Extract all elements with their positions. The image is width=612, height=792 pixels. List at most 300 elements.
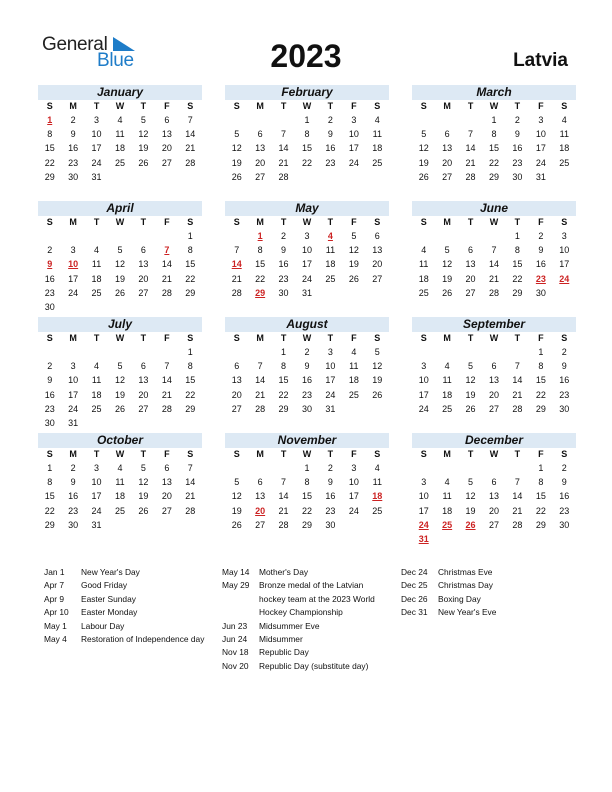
day: 5 [444, 245, 450, 256]
calendar-grid [38, 85, 576, 549]
day: 12 [138, 477, 149, 488]
day-grid [38, 345, 202, 430]
empty-cell [38, 345, 61, 359]
day: 27 [465, 287, 476, 298]
month-title: January [38, 85, 202, 100]
day: 9 [304, 361, 310, 372]
empty-cell [108, 345, 131, 359]
holiday-name: Midsummer Eve [259, 620, 320, 631]
day: 28 [231, 287, 242, 298]
weekday-label: S [46, 217, 53, 227]
day: 18 [442, 505, 453, 516]
empty-cell [85, 229, 108, 243]
day: 22 [278, 389, 289, 400]
day: 2 [538, 231, 544, 241]
holiday-name: Easter Monday [81, 607, 138, 618]
day: 26 [442, 287, 453, 298]
year-title: 2023 [270, 38, 342, 74]
empty-cell [482, 461, 505, 475]
month-september [412, 317, 576, 433]
holiday-date: Dec 31 [401, 607, 428, 618]
empty-cell [412, 113, 435, 127]
weekday-label: T [467, 101, 474, 111]
weekday-label: S [374, 449, 381, 459]
holiday-day: 26 [465, 519, 476, 530]
day: 31 [91, 519, 102, 530]
day: 3 [70, 361, 76, 372]
day: 28 [161, 287, 172, 298]
weekday-label: T [140, 101, 147, 111]
day-grid [225, 229, 389, 300]
day: 24 [301, 273, 312, 284]
day: 16 [559, 375, 570, 386]
day: 28 [488, 287, 499, 298]
day: 24 [68, 403, 79, 414]
day: 20 [255, 157, 266, 168]
day: 14 [161, 375, 172, 386]
month-january [38, 85, 202, 201]
holiday-date: Dec 25 [401, 580, 428, 591]
weekday-label: T [93, 101, 100, 111]
weekday-header [225, 100, 389, 113]
weekday-label: W [302, 333, 312, 343]
day: 27 [488, 403, 499, 414]
day: 24 [348, 157, 359, 168]
weekday-label: T [514, 333, 521, 343]
weekday-label: S [187, 217, 194, 227]
holiday-entry [222, 579, 392, 619]
weekday-label: F [538, 101, 544, 111]
day-grid [412, 113, 576, 184]
month-december [412, 433, 576, 549]
weekday-label: M [256, 333, 264, 343]
day: 24 [91, 157, 102, 168]
day: 15 [278, 375, 289, 386]
day: 6 [468, 245, 474, 256]
holiday-entry [222, 566, 392, 579]
day: 28 [161, 403, 172, 414]
day: 2 [70, 115, 76, 125]
day: 19 [231, 157, 242, 168]
day: 31 [325, 403, 336, 414]
day: 10 [418, 375, 429, 386]
day: 19 [114, 273, 125, 284]
weekday-label: F [164, 101, 170, 111]
empty-cell [108, 229, 131, 243]
day: 19 [418, 157, 429, 168]
day: 22 [185, 273, 196, 284]
holiday-entry [44, 606, 214, 619]
weekday-label: W [302, 449, 312, 459]
day: 4 [444, 361, 450, 372]
day: 25 [114, 157, 125, 168]
holiday-name: Easter Sunday [81, 593, 136, 604]
day: 30 [325, 519, 336, 530]
day: 26 [231, 171, 242, 182]
empty-cell [459, 229, 482, 243]
day: 15 [488, 143, 499, 154]
holiday-date: May 4 [44, 634, 67, 645]
holiday-date: May 1 [44, 620, 67, 631]
day: 1 [538, 347, 544, 357]
weekday-label: T [327, 101, 334, 111]
day: 29 [44, 519, 55, 530]
day: 30 [559, 519, 570, 530]
day: 9 [281, 245, 287, 256]
day: 22 [185, 389, 196, 400]
day: 25 [559, 157, 570, 168]
day: 12 [372, 361, 383, 372]
day: 29 [185, 403, 196, 414]
day: 3 [561, 231, 567, 241]
weekday-label: T [93, 333, 100, 343]
day: 17 [348, 491, 359, 502]
empty-cell [38, 229, 61, 243]
day: 31 [301, 287, 312, 298]
day-grid [225, 113, 389, 184]
day: 12 [348, 245, 359, 256]
holiday-name: Boxing Day [438, 593, 481, 604]
day: 21 [512, 389, 523, 400]
holiday-name: Bronze medal of the Latvian hockey team at the 2023 World Hockey Championship [259, 580, 375, 618]
empty-cell [482, 229, 505, 243]
day: 3 [70, 245, 76, 256]
day: 30 [535, 287, 546, 298]
day: 3 [421, 361, 427, 372]
weekday-label: T [280, 449, 287, 459]
weekday-label: T [93, 449, 100, 459]
day: 3 [351, 115, 357, 125]
day: 25 [418, 287, 429, 298]
logo-blue: Blue [97, 50, 134, 71]
day: 6 [164, 115, 170, 125]
holiday-name: Mother's Day [259, 567, 309, 577]
weekday-label: M [443, 217, 451, 227]
day: 8 [257, 245, 263, 256]
day: 30 [68, 519, 79, 530]
holiday-day: 7 [164, 245, 170, 256]
weekday-label: M [256, 217, 264, 227]
day: 28 [185, 157, 196, 168]
day: 14 [185, 477, 196, 488]
weekday-header [38, 332, 202, 345]
day: 17 [68, 389, 79, 400]
month-november [225, 433, 389, 549]
day: 13 [442, 143, 453, 154]
day: 1 [491, 115, 497, 125]
day: 10 [559, 245, 570, 256]
empty-cell [435, 113, 458, 127]
day: 23 [68, 505, 79, 516]
day-grid [38, 461, 202, 532]
weekday-label: S [374, 333, 381, 343]
weekday-label: W [489, 101, 499, 111]
day: 17 [68, 273, 79, 284]
month-may [225, 201, 389, 317]
month-title: October [38, 433, 202, 448]
day: 13 [161, 129, 172, 140]
holiday-entry [222, 660, 392, 673]
empty-cell [506, 345, 529, 359]
weekday-label: W [115, 449, 125, 459]
day: 11 [419, 259, 429, 270]
weekday-label: T [280, 217, 287, 227]
day: 31 [535, 171, 546, 182]
holiday-name: Christmas Eve [438, 567, 493, 577]
day: 8 [187, 361, 193, 372]
weekday-label: S [233, 101, 240, 111]
weekday-header [38, 100, 202, 113]
weekday-header [225, 216, 389, 229]
weekday-label: M [69, 333, 77, 343]
holiday-name: Republic Day [259, 647, 309, 658]
day: 28 [278, 519, 289, 530]
day: 1 [304, 115, 310, 125]
weekday-label: S [187, 333, 194, 343]
day: 12 [418, 143, 429, 154]
day: 20 [138, 273, 149, 284]
day: 22 [44, 505, 55, 516]
weekday-label: W [302, 217, 312, 227]
empty-cell [506, 461, 529, 475]
weekday-label: T [93, 217, 100, 227]
empty-cell [459, 113, 482, 127]
month-title: September [412, 317, 576, 332]
day: 14 [512, 491, 523, 502]
day: 7 [468, 129, 474, 140]
day: 17 [418, 505, 429, 516]
weekday-label: T [327, 333, 334, 343]
day: 21 [255, 389, 266, 400]
day: 2 [70, 463, 76, 473]
month-title: February [225, 85, 389, 100]
weekday-label: M [69, 101, 77, 111]
holiday-day: 9 [47, 259, 53, 270]
weekday-label: S [561, 217, 568, 227]
empty-cell [225, 229, 248, 243]
holiday-entry [44, 620, 214, 633]
weekday-label: S [46, 449, 53, 459]
day: 19 [231, 505, 242, 516]
holiday-date: Dec 24 [401, 567, 428, 577]
day: 22 [512, 273, 523, 284]
weekday-label: F [538, 217, 544, 227]
month-title: June [412, 201, 576, 216]
day: 19 [465, 505, 476, 516]
holiday-day: 29 [255, 287, 266, 298]
empty-cell [85, 345, 108, 359]
day: 4 [351, 347, 357, 357]
day: 7 [514, 361, 520, 372]
holiday-day: 23 [535, 273, 546, 284]
day: 22 [535, 505, 546, 516]
day: 16 [68, 491, 79, 502]
weekday-label: S [187, 101, 194, 111]
day: 14 [512, 375, 523, 386]
day: 1 [538, 463, 544, 473]
day: 2 [304, 347, 310, 357]
day: 6 [444, 129, 450, 140]
day: 1 [304, 463, 310, 473]
day: 31 [91, 171, 102, 182]
holiday-entry [44, 579, 214, 592]
month-title: March [412, 85, 576, 100]
day: 7 [187, 115, 193, 125]
day: 23 [325, 157, 336, 168]
month-title: May [225, 201, 389, 216]
empty-cell [61, 229, 84, 243]
day: 7 [187, 463, 193, 473]
day: 20 [442, 157, 453, 168]
day: 15 [255, 259, 266, 270]
day: 10 [68, 375, 79, 386]
day: 2 [327, 463, 333, 473]
empty-cell [272, 461, 295, 475]
day: 5 [234, 129, 240, 140]
day: 18 [372, 143, 383, 154]
day: 6 [140, 245, 146, 256]
day: 11 [115, 477, 125, 488]
day: 16 [325, 491, 336, 502]
weekday-header [38, 216, 202, 229]
day: 13 [138, 259, 149, 270]
day: 15 [301, 491, 312, 502]
day: 23 [301, 389, 312, 400]
day: 26 [418, 171, 429, 182]
holiday-name: New Year's Eve [438, 607, 497, 618]
day-grid [38, 229, 202, 314]
day: 13 [255, 143, 266, 154]
day: 5 [421, 129, 427, 140]
day: 9 [70, 477, 76, 488]
day: 3 [94, 463, 100, 473]
day: 10 [91, 477, 102, 488]
holiday-day: 14 [231, 259, 242, 270]
day: 13 [161, 477, 172, 488]
day: 11 [349, 361, 359, 372]
day: 5 [117, 245, 123, 256]
day: 26 [372, 389, 383, 400]
day: 13 [488, 491, 499, 502]
day: 28 [512, 403, 523, 414]
day: 2 [561, 463, 567, 473]
weekday-header [412, 332, 576, 345]
day: 13 [231, 375, 242, 386]
weekday-label: W [115, 101, 125, 111]
day: 8 [47, 129, 53, 140]
day: 10 [91, 129, 102, 140]
weekday-header [38, 448, 202, 461]
day: 11 [115, 129, 125, 140]
day: 23 [559, 389, 570, 400]
day: 22 [255, 273, 266, 284]
day: 8 [491, 129, 497, 140]
day: 15 [301, 143, 312, 154]
holiday-name: Christmas Day [438, 580, 493, 591]
day: 9 [538, 245, 544, 256]
day: 19 [442, 273, 453, 284]
day: 11 [91, 375, 102, 386]
day: 1 [514, 231, 520, 241]
day: 30 [68, 171, 79, 182]
holiday-day: 1 [257, 231, 263, 241]
day: 11 [372, 129, 382, 140]
day: 29 [301, 519, 312, 530]
day: 30 [44, 301, 55, 312]
day: 25 [325, 273, 336, 284]
day: 4 [374, 115, 380, 125]
weekday-label: T [327, 449, 334, 459]
day: 30 [559, 403, 570, 414]
weekday-label: S [420, 217, 427, 227]
day: 4 [117, 463, 123, 473]
day: 26 [231, 519, 242, 530]
day: 3 [538, 115, 544, 125]
day: 21 [161, 389, 172, 400]
day: 16 [44, 273, 55, 284]
day: 21 [185, 491, 196, 502]
day: 7 [514, 477, 520, 488]
weekday-label: S [233, 333, 240, 343]
day: 20 [465, 273, 476, 284]
day: 19 [348, 259, 359, 270]
day: 8 [538, 477, 544, 488]
empty-cell [248, 113, 271, 127]
day: 17 [348, 143, 359, 154]
weekday-label: T [514, 101, 521, 111]
day: 12 [114, 375, 125, 386]
day: 24 [68, 287, 79, 298]
day: 9 [47, 375, 53, 386]
day: 29 [535, 519, 546, 530]
weekday-label: F [538, 449, 544, 459]
holiday-name: New Year's Day [81, 567, 140, 577]
day: 18 [442, 389, 453, 400]
day: 28 [278, 171, 289, 182]
day: 2 [47, 361, 53, 372]
day: 25 [372, 505, 383, 516]
weekday-label: T [514, 449, 521, 459]
day: 14 [161, 259, 172, 270]
day: 3 [304, 231, 310, 241]
day: 19 [114, 389, 125, 400]
day: 12 [231, 143, 242, 154]
day: 6 [491, 477, 497, 488]
day: 26 [138, 505, 149, 516]
day: 26 [114, 403, 125, 414]
day: 11 [372, 477, 382, 488]
day: 12 [231, 491, 242, 502]
day: 15 [185, 259, 196, 270]
weekday-label: S [420, 101, 427, 111]
day: 8 [304, 477, 310, 488]
holiday-date: Jun 24 [222, 634, 248, 645]
day: 27 [255, 519, 266, 530]
day: 11 [442, 375, 452, 386]
day: 10 [348, 477, 359, 488]
day: 11 [91, 259, 102, 270]
weekday-label: T [467, 217, 474, 227]
day: 12 [465, 491, 476, 502]
day: 8 [304, 129, 310, 140]
holiday-list-column-1 [44, 566, 214, 646]
day: 6 [140, 361, 146, 372]
day: 24 [348, 505, 359, 516]
weekday-header [412, 448, 576, 461]
day: 5 [351, 231, 357, 241]
day: 3 [94, 115, 100, 125]
day: 10 [348, 129, 359, 140]
